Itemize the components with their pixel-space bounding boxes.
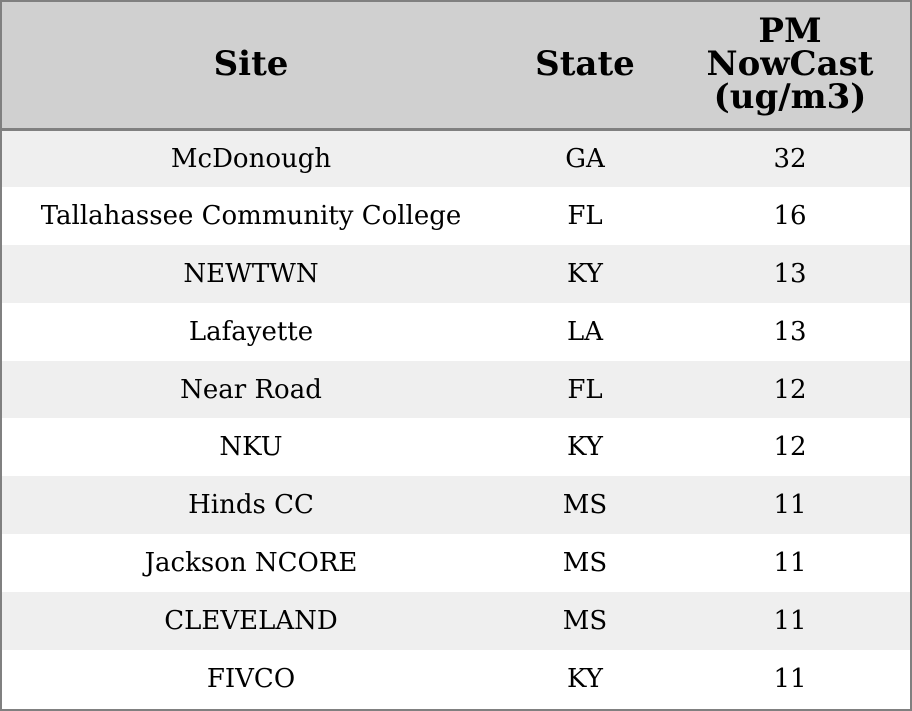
site-cell: Tallahassee Community College bbox=[40, 200, 462, 231]
state-cell: KY bbox=[567, 663, 603, 694]
pm-nowcast-cell: 32 bbox=[773, 143, 807, 174]
table-row bbox=[2, 303, 910, 361]
table-row bbox=[2, 650, 910, 708]
state-cell: MS bbox=[562, 490, 608, 521]
header-row bbox=[2, 2, 910, 129]
state-cell: FL bbox=[567, 374, 603, 405]
column-header-state bbox=[500, 2, 670, 129]
state-cell: FL bbox=[567, 200, 603, 231]
table-row bbox=[2, 418, 910, 476]
site-cell: Lafayette bbox=[188, 316, 314, 347]
table-row bbox=[2, 129, 910, 187]
column-header-pm-line-1: PM bbox=[758, 11, 822, 52]
column-header-site bbox=[2, 2, 500, 129]
pm-nowcast-cell: 12 bbox=[773, 374, 807, 405]
site-cell: Hinds CC bbox=[188, 490, 314, 521]
site-cell: NEWTWN bbox=[183, 258, 319, 289]
table-header bbox=[2, 2, 910, 129]
site-cell: NKU bbox=[219, 432, 283, 463]
site-cell: Jackson NCORE bbox=[144, 548, 358, 579]
column-header-pm-line-3: (ug/m3) bbox=[713, 77, 867, 118]
pm-nowcast-cell: 12 bbox=[773, 432, 807, 463]
column-header-pm-line-2: NowCast bbox=[706, 44, 874, 85]
state-cell: MS bbox=[562, 606, 608, 637]
table-body bbox=[2, 129, 910, 708]
pm-nowcast-cell: 11 bbox=[773, 548, 807, 579]
pm-nowcast-cell: 11 bbox=[773, 663, 807, 694]
column-header-state-label: State bbox=[535, 44, 635, 85]
table-row bbox=[2, 592, 910, 650]
state-cell: LA bbox=[566, 316, 604, 347]
table-row bbox=[2, 245, 910, 303]
table-row bbox=[2, 534, 910, 592]
pm-nowcast-cell: 11 bbox=[773, 606, 807, 637]
pm-nowcast-cell: 11 bbox=[773, 490, 807, 521]
site-cell: McDonough bbox=[170, 143, 332, 174]
table-row bbox=[2, 361, 910, 419]
column-header-site-label: Site bbox=[213, 44, 289, 85]
site-cell: CLEVELAND bbox=[164, 606, 338, 637]
table-row bbox=[2, 476, 910, 534]
site-cell: FIVCO bbox=[206, 663, 296, 694]
pm-nowcast-cell: 16 bbox=[773, 200, 807, 231]
pm-nowcast-cell: 13 bbox=[773, 316, 807, 347]
pm-nowcast-table bbox=[2, 2, 910, 708]
state-cell: KY bbox=[567, 258, 603, 289]
state-cell: KY bbox=[567, 432, 603, 463]
site-cell: Near Road bbox=[180, 374, 322, 405]
table-row bbox=[2, 187, 910, 245]
pm-nowcast-cell: 13 bbox=[773, 258, 807, 289]
state-cell: MS bbox=[562, 548, 608, 579]
column-header-pm-nowcast bbox=[670, 2, 910, 129]
state-cell: GA bbox=[565, 143, 605, 174]
